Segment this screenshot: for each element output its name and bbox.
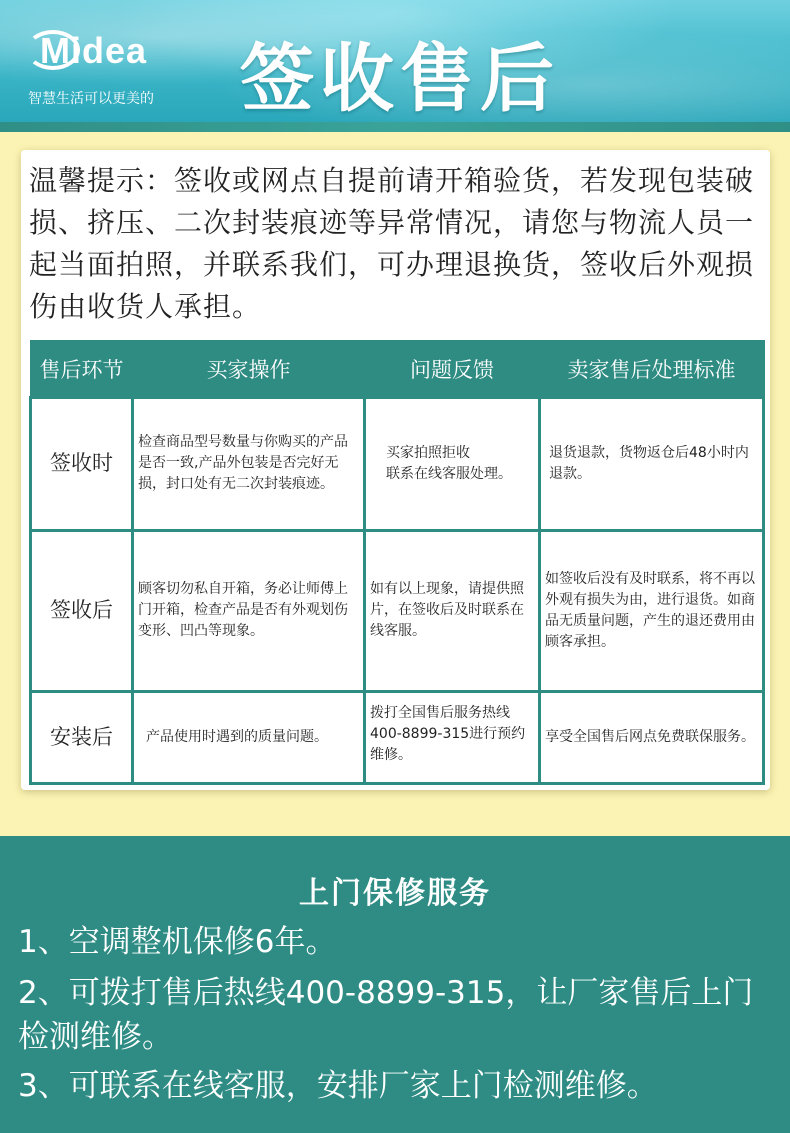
table-row — [31, 691, 764, 783]
logo-text: Midea — [40, 30, 148, 71]
cell-seller-standard: 享受全国售后网点免费联保服务。 — [540, 691, 764, 783]
header-banner — [0, 0, 790, 122]
header-divider — [0, 122, 790, 132]
cell-feedback: 拨打全国售后服务热线400-8899-315进行预约维修。 — [365, 691, 540, 783]
service-item: 1、空调整机保修6年。 — [18, 924, 337, 960]
header-seller-standard: 卖家售后处理标准 — [540, 341, 764, 397]
cell-buyer-action: 检查商品型号数量与你购买的产品是否一致,产品外包装是否完好无损，封口处有无二次封装痕迹。 — [133, 397, 365, 530]
cell-seller-standard: 如签收后没有及时联系，将不再以外观有损失为由，进行退货。如商品无质量问题，产生的退还费用由顾客承担。 — [540, 530, 764, 691]
cell-buyer-action: 产品使用时遇到的质量问题。 — [133, 691, 365, 783]
header-stage: 售后环节 — [31, 341, 133, 397]
cell-feedback: 如有以上现象，请提供照片，在签收后及时联系在线客服。 — [365, 530, 540, 691]
service-title: 上门保修服务 — [299, 876, 491, 911]
cell-stage: 签收后 — [31, 530, 133, 691]
header-buyer-action: 买家操作 — [133, 341, 365, 397]
table-row — [31, 530, 764, 691]
cell-buyer-action: 顾客切勿私自开箱，务必让师傅上门开箱，检查产品是否有外观划伤变形、凹凸等现象。 — [133, 530, 365, 691]
after-sales-card — [21, 150, 770, 790]
notice-text: 温馨提示：签收或网点自提前请开箱验货，若发现包装破损、挤压、二次封装痕迹等异常情况，请您与物流人员一起当面拍照，并联系我们，可办理退换货，签收后外观损伤由收货人承担。 — [29, 164, 755, 323]
page-title: 签收售后 — [240, 36, 560, 122]
after-sales-table — [29, 340, 765, 785]
cell-stage: 安装后 — [31, 691, 133, 783]
cell-feedback: 买家拍照拒收 联系在线客服处理。 — [365, 397, 540, 530]
table-row — [31, 397, 764, 530]
cell-stage: 签收时 — [31, 397, 133, 530]
service-item: 3、可联系在线客服，安排厂家上门检测维修。 — [18, 1068, 658, 1104]
brand-slogan: 智慧生活可以更美的 — [28, 91, 154, 107]
header-feedback: 问题反馈 — [365, 341, 540, 397]
service-item: 2、可拨打售后热线400-8899-315，让厂家售后上门检测维修。 — [18, 975, 754, 1055]
table-header-row — [31, 341, 764, 397]
cell-seller-standard: 退货退款，货物返仓后48小时内退款。 — [540, 397, 764, 530]
